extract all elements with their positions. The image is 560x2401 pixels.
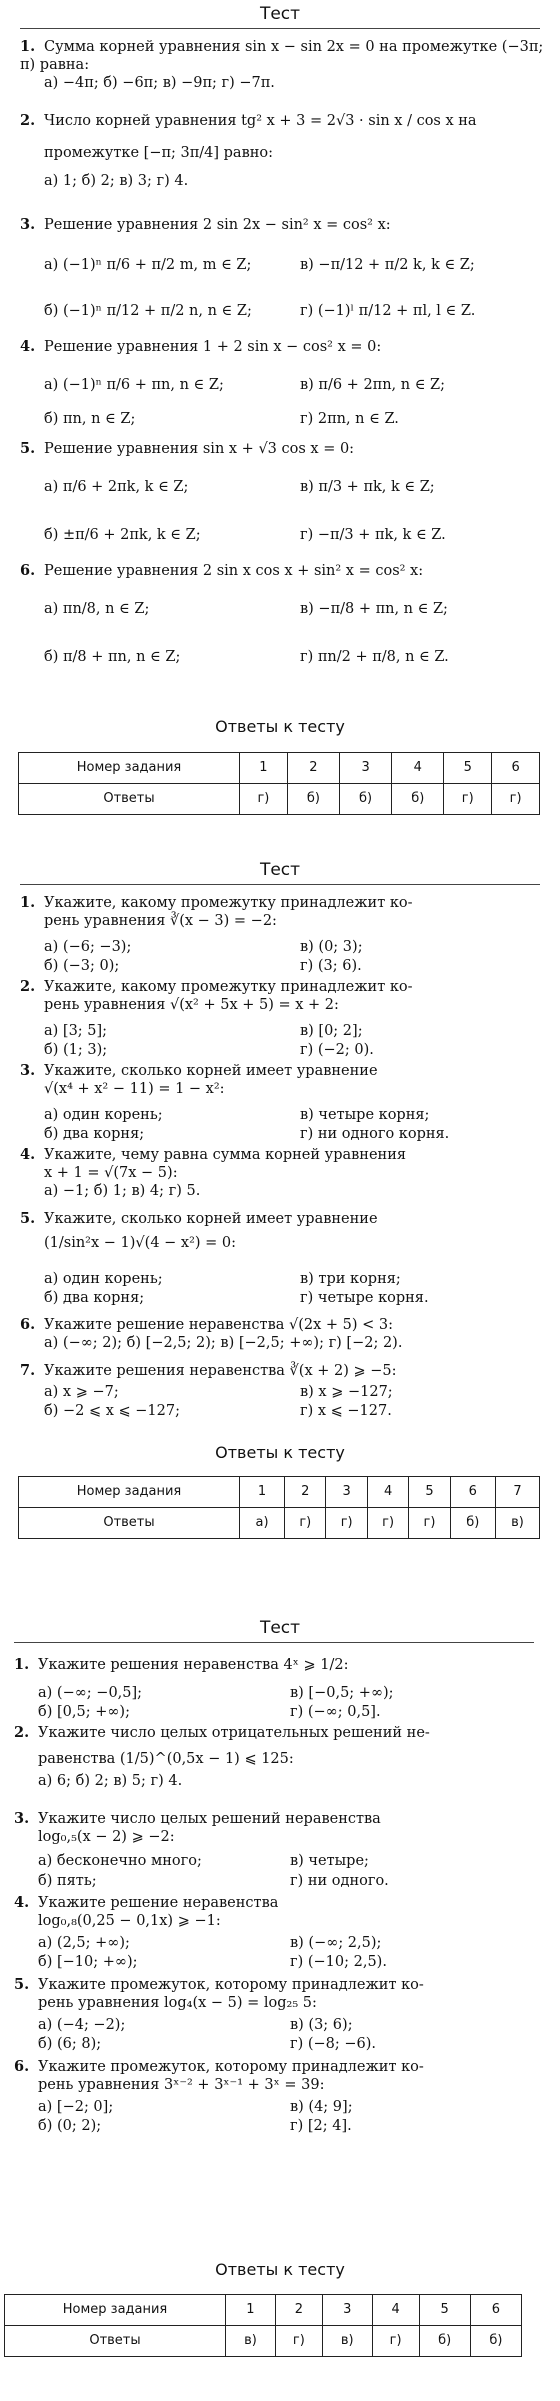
test-2-answers-title: Ответы к тесту <box>215 1443 345 1462</box>
test-1-answers-title: Ответы к тесту <box>215 717 345 736</box>
t1-question-1 <box>20 38 545 92</box>
table-row-label: Ответы <box>19 784 240 815</box>
question-number: 5. <box>14 1976 30 1993</box>
t1-q6-option-g: г) πn/2 + π/8, n ∈ Z. <box>300 649 449 665</box>
answer-cell: б) <box>419 2326 470 2357</box>
t3-question-5 <box>14 1976 539 2012</box>
task-number: 3 <box>326 1477 367 1508</box>
question-text: Сумма корней уравнения sin x − sin 2x = 0 на промежутке (−3π; π) равна: <box>20 39 544 74</box>
question-number: 2. <box>14 1724 30 1741</box>
task-number: 6 <box>492 753 540 784</box>
test-1-answers-table <box>18 752 540 815</box>
t1-question-6 <box>20 562 545 580</box>
t2-q1-option-v: в) (0; 3); <box>300 939 363 955</box>
question-number: 1. <box>20 38 36 55</box>
t2-q3-option-a: а) один корень; <box>44 1107 163 1123</box>
answer-cell: г) <box>444 784 492 815</box>
answer-cell: г) <box>409 1508 450 1539</box>
t3-q5-option-a: а) (−4; −2); <box>38 2017 126 2033</box>
question-text-line1: Укажите промежуток, которому принадлежит ко- <box>38 2059 424 2075</box>
table-answer-row <box>5 2326 522 2357</box>
t1-q4-option-a: а) (−1)ⁿ π/6 + πn, n ∈ Z; <box>44 377 224 393</box>
answer-cell: г) <box>372 2326 419 2357</box>
t3-q6-option-g: г) [2; 4]. <box>290 2118 352 2134</box>
question-text-line2: √(x⁴ + x² − 11) = 1 − x²: <box>44 1081 225 1098</box>
t3-q1-option-v: в) [−0,5; +∞); <box>290 1685 394 1701</box>
task-number: 3 <box>339 753 391 784</box>
t1-q5-option-g: г) −π/3 + πk, k ∈ Z. <box>300 527 446 543</box>
t2-q3-option-v: в) четыре корня; <box>300 1107 430 1123</box>
question-text: Решение уравнения sin x + √3 cos x = 0: <box>44 441 355 457</box>
t3-q1-option-a: а) (−∞; −0,5]; <box>38 1685 143 1701</box>
t3-q5-option-g: г) (−8; −6). <box>290 2036 377 2052</box>
t2-q7-option-v: в) x ⩾ −127; <box>300 1384 393 1400</box>
question-text-line2: рень уравнения ∛(x − 3) = −2: <box>44 913 277 930</box>
t2-q5-option-g: г) четыре корня. <box>300 1290 429 1306</box>
task-number: 2 <box>287 753 339 784</box>
question-number: 3. <box>14 1810 30 1827</box>
table-answer-row <box>19 784 540 815</box>
answer-cell: г) <box>492 784 540 815</box>
t1-question-2 <box>20 112 545 190</box>
table-header-row <box>5 2295 522 2326</box>
task-number: 4 <box>372 2295 419 2326</box>
task-number: 2 <box>285 1477 326 1508</box>
answer-cell: г) <box>285 1508 326 1539</box>
question-text: Укажите решения неравенства ∛(x + 2) ⩾ −5: <box>44 1363 397 1379</box>
task-number: 5 <box>419 2295 470 2326</box>
table-header-row <box>19 1477 540 1508</box>
t3-q4-option-a: а) (2,5; +∞); <box>38 1935 130 1951</box>
t3-q4-option-v: в) (−∞; 2,5); <box>290 1935 382 1951</box>
question-options: а) 6; б) 2; в) 5; г) 4. <box>38 1773 183 1790</box>
t2-q1-option-a: а) (−6; −3); <box>44 939 132 955</box>
test-1-rule <box>20 28 540 29</box>
t1-question-5 <box>20 440 545 458</box>
question-text-line1: Укажите, чему равна сумма корней уравнения <box>44 1147 407 1163</box>
question-options: а) 1; б) 2; в) 3; г) 4. <box>44 173 189 190</box>
t1-q6-option-v: в) −π/8 + πn, n ∈ Z; <box>300 601 448 617</box>
question-number: 1. <box>14 1656 30 1673</box>
t2-question-5 <box>20 1210 545 1252</box>
answer-cell: б) <box>392 784 444 815</box>
task-number: 7 <box>495 1477 539 1508</box>
answer-cell: а) <box>240 1508 285 1539</box>
table-answer-row <box>19 1508 540 1539</box>
answer-cell: б) <box>287 784 339 815</box>
task-number: 5 <box>444 753 492 784</box>
question-text-line1: Укажите, сколько корней имеет уравнение <box>44 1211 378 1227</box>
question-text-line2: промежутке [−π; 3π/4] равно: <box>44 145 274 162</box>
t2-question-4 <box>20 1146 545 1200</box>
question-number: 5. <box>20 440 36 457</box>
table-row-label: Ответы <box>19 1508 240 1539</box>
t2-q5-option-v: в) три корня; <box>300 1271 401 1287</box>
t2-q2-option-b: б) (1; 3); <box>44 1042 108 1058</box>
answer-cell: в) <box>495 1508 539 1539</box>
question-number: 3. <box>20 216 36 233</box>
t1-q5-option-b: б) ±π/6 + 2πk, k ∈ Z; <box>44 527 201 543</box>
test-1-title: Тест <box>259 4 301 24</box>
t1-question-4 <box>20 338 545 356</box>
answer-cell: г) <box>326 1508 367 1539</box>
t1-q3-option-a: а) (−1)ⁿ π/6 + π/2 m, m ∈ Z; <box>44 257 252 273</box>
question-text-line2: равенства (1/5)^(0,5x − 1) ⩽ 125: <box>38 1751 294 1768</box>
t2-question-7 <box>20 1362 545 1380</box>
answer-cell: в) <box>322 2326 372 2357</box>
answer-cell: в) <box>226 2326 276 2357</box>
answer-cell: б) <box>450 1508 495 1539</box>
t2-q5-option-b: б) два корня; <box>44 1290 145 1306</box>
t2-q7-option-g: г) x ⩽ −127. <box>300 1403 392 1419</box>
t2-q3-option-b: б) два корня; <box>44 1126 145 1142</box>
task-number: 6 <box>450 1477 495 1508</box>
t3-question-4 <box>14 1894 539 1930</box>
t2-question-2 <box>20 978 545 1014</box>
question-text: Решение уравнения 1 + 2 sin x − cos² x = 0: <box>44 339 382 355</box>
t1-q3-option-b: б) (−1)ⁿ π/12 + π/2 n, n ∈ Z; <box>44 303 252 319</box>
question-number: 6. <box>14 2058 30 2075</box>
question-text-line1: Укажите число целых отрицательных решений не- <box>38 1725 430 1741</box>
question-text-line2: x + 1 = √(7x − 5): <box>44 1165 178 1182</box>
t1-q6-option-b: б) π/8 + πn, n ∈ Z; <box>44 649 181 665</box>
t3-q6-option-v: в) (4; 9]; <box>290 2099 353 2115</box>
question-number: 4. <box>14 1894 30 1911</box>
test-3-rule <box>14 1642 534 1643</box>
t3-q3-option-a: а) бесконечно много; <box>38 1853 202 1869</box>
question-number: 1. <box>20 894 36 911</box>
t2-q2-option-v: в) [0; 2]; <box>300 1023 363 1039</box>
t3-q3-option-g: г) ни одного. <box>290 1873 389 1889</box>
t3-q6-option-b: б) (0; 2); <box>38 2118 102 2134</box>
table-header-label: Номер задания <box>19 1477 240 1508</box>
question-text-line1: Укажите число целых решений неравенства <box>38 1811 381 1827</box>
t2-q5-option-a: а) один корень; <box>44 1271 163 1287</box>
question-options: а) (−∞; 2); б) [−2,5; 2); в) [−2,5; +∞); г) [−2; 2). <box>44 1335 403 1352</box>
t1-q3-option-v: в) −π/12 + π/2 k, k ∈ Z; <box>300 257 475 273</box>
t1-q5-option-a: а) π/6 + 2πk, k ∈ Z; <box>44 479 189 495</box>
t3-q5-option-v: в) (3; 6); <box>290 2017 353 2033</box>
t3-q3-option-b: б) пять; <box>38 1873 97 1889</box>
task-number: 1 <box>240 753 288 784</box>
question-text: Укажите решения неравенства 4ˣ ⩾ 1/2: <box>38 1657 349 1673</box>
t3-q3-option-v: в) четыре; <box>290 1853 369 1869</box>
t1-q3-option-g: г) (−1)ˡ π/12 + πl, l ∈ Z. <box>300 303 476 319</box>
t2-question-3 <box>20 1062 545 1098</box>
task-number: 1 <box>240 1477 285 1508</box>
t2-q1-option-g: г) (3; 6). <box>300 958 362 974</box>
question-text-line2: log₀,₅(x − 2) ⩾ −2: <box>38 1829 175 1846</box>
question-number: 7. <box>20 1362 36 1379</box>
t1-question-3 <box>20 216 545 234</box>
t2-q3-option-g: г) ни одного корня. <box>300 1126 450 1142</box>
question-text-line2: (1/sin²x − 1)√(4 − x²) = 0: <box>44 1235 237 1252</box>
t3-q5-option-b: б) (6; 8); <box>38 2036 102 2052</box>
t3-question-6 <box>14 2058 539 2094</box>
t3-q4-option-g: г) (−10; 2,5). <box>290 1954 387 1970</box>
question-text-line1: Укажите промежуток, которому принадлежит ко- <box>38 1977 424 1993</box>
t3-q1-option-g: г) (−∞; 0,5]. <box>290 1704 381 1720</box>
t2-question-1 <box>20 894 545 930</box>
question-text-line1: Укажите, сколько корней имеет уравнение <box>44 1063 378 1079</box>
question-options: а) −1; б) 1; в) 4; г) 5. <box>44 1183 201 1200</box>
question-text: Решение уравнения 2 sin 2x − sin² x = cos² x: <box>44 217 391 233</box>
test-2-answers-table <box>18 1476 540 1539</box>
t2-q7-option-b: б) −2 ⩽ x ⩽ −127; <box>44 1403 180 1419</box>
question-text-line2: рень уравнения √(x² + 5x + 5) = x + 2: <box>44 997 339 1014</box>
t1-q6-option-a: а) πn/8, n ∈ Z; <box>44 601 150 617</box>
question-number: 4. <box>20 1146 36 1163</box>
question-text: Укажите решение неравенства √(2x + 5) < 3: <box>44 1317 394 1333</box>
t1-q4-option-g: г) 2πn, n ∈ Z. <box>300 411 399 427</box>
question-number: 2. <box>20 112 36 129</box>
t2-q2-option-a: а) [3; 5]; <box>44 1023 108 1039</box>
question-text-line1: Укажите решение неравенства <box>38 1895 279 1911</box>
question-number: 4. <box>20 338 36 355</box>
question-number: 3. <box>20 1062 36 1079</box>
question-text-line2: рень уравнения 3ˣ⁻² + 3ˣ⁻¹ + 3ˣ = 39: <box>38 2077 325 2094</box>
answer-cell: б) <box>339 784 391 815</box>
table-row-label: Ответы <box>5 2326 226 2357</box>
task-number: 3 <box>322 2295 372 2326</box>
t2-question-6 <box>20 1316 545 1352</box>
t3-q1-option-b: б) [0,5; +∞); <box>38 1704 130 1720</box>
question-text-line2: log₀,₈(0,25 − 0,1x) ⩾ −1: <box>38 1913 221 1930</box>
question-number: 6. <box>20 1316 36 1333</box>
table-header-row <box>19 753 540 784</box>
question-text-line1: Число корней уравнения tg² x + 3 = 2√3 · sin x / cos x на <box>44 113 477 129</box>
answer-cell: г) <box>275 2326 322 2357</box>
question-text-line1: Укажите, какому промежутку принадлежит ко- <box>44 895 413 911</box>
task-number: 2 <box>275 2295 322 2326</box>
task-number: 1 <box>226 2295 276 2326</box>
t3-q4-option-b: б) [−10; +∞); <box>38 1954 138 1970</box>
test-3-title: Тест <box>259 1618 301 1638</box>
question-text-line1: Укажите, какому промежутку принадлежит ко- <box>44 979 413 995</box>
question-text-line2: рень уравнения log₄(x − 5) = log₂₅ 5: <box>38 1995 317 2012</box>
task-number: 4 <box>392 753 444 784</box>
t1-q4-option-b: б) πn, n ∈ Z; <box>44 411 136 427</box>
table-header-label: Номер задания <box>5 2295 226 2326</box>
t3-question-1 <box>14 1656 539 1674</box>
t2-q1-option-b: б) (−3; 0); <box>44 958 120 974</box>
table-header-label: Номер задания <box>19 753 240 784</box>
answer-cell: г) <box>367 1508 408 1539</box>
question-number: 5. <box>20 1210 36 1227</box>
t2-q2-option-g: г) (−2; 0). <box>300 1042 374 1058</box>
task-number: 5 <box>409 1477 450 1508</box>
answer-cell: г) <box>240 784 288 815</box>
t3-question-3 <box>14 1810 539 1846</box>
test-3-answers-table <box>4 2294 522 2357</box>
t3-question-2 <box>14 1724 539 1790</box>
test-2-title: Тест <box>259 860 301 880</box>
t2-q7-option-a: а) x ⩾ −7; <box>44 1384 119 1400</box>
question-number: 6. <box>20 562 36 579</box>
test-3-answers-title: Ответы к тесту <box>215 2260 345 2279</box>
t1-q4-option-v: в) π/6 + 2πn, n ∈ Z; <box>300 377 445 393</box>
t1-q5-option-v: в) π/3 + πk, k ∈ Z; <box>300 479 435 495</box>
question-text: Решение уравнения 2 sin x cos x + sin² x = cos² x: <box>44 563 424 579</box>
question-number: 2. <box>20 978 36 995</box>
answer-cell: б) <box>470 2326 521 2357</box>
task-number: 4 <box>367 1477 408 1508</box>
task-number: 6 <box>470 2295 521 2326</box>
test-2-rule <box>20 884 540 885</box>
question-options: а) −4π; б) −6π; в) −9π; г) −7π. <box>44 75 275 92</box>
t3-q6-option-a: а) [−2; 0]; <box>38 2099 114 2115</box>
